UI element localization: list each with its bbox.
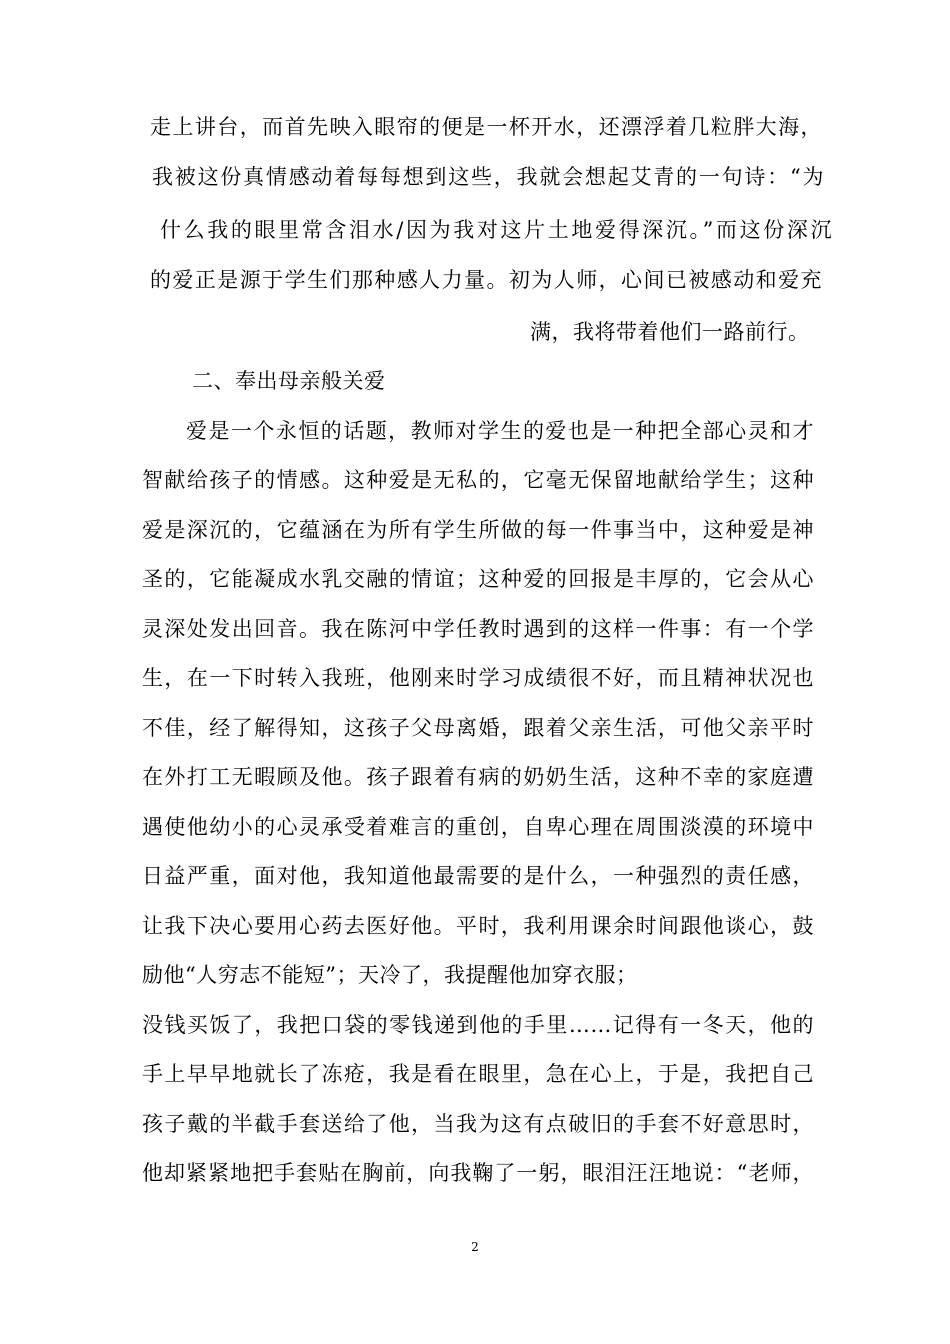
text-line: 手上早早地就长了冻疮，我是看在眼里，急在心上，于是，我把自己 [142, 1062, 814, 1086]
text-line: 遇使他幼小的心灵承受着难言的重创，自卑心理在周围淡漠的环境中 [142, 815, 814, 839]
text-line: 爱是深沉的，它蕴涵在为所有学生所做的每一件事当中，这种爱是神 [142, 518, 814, 542]
text-line: 不佳，经了解得知，这孩子父母离婚，跟着父亲生活，可他父亲平时 [142, 716, 814, 740]
page-number: 2 [471, 1240, 479, 1254]
text-line: 什么我的眼里常含泪水/因为我对这片土地爱得深沉。”而这份深沉 [160, 218, 832, 242]
text-line: 孩子戴的半截手套送给了他，当我为这有点破旧的手套不好意思时， [142, 1112, 814, 1136]
text-line: 走上讲台，而首先映入眼帘的便是一杯开水，还漂浮着几粒胖大海， [150, 115, 822, 139]
text-line: 智献给孩子的情感。这种爱是无私的，它毫无保留地献给学生；这种 [142, 468, 814, 492]
text-line: 灵深处发出回音。我在陈河中学任教时遇到的这样一件事：有一个学 [142, 617, 814, 641]
text-line: 没钱买饭了，我把口袋的零钱递到他的手里……记得有一冬天，他的 [142, 1013, 814, 1037]
text-line: 日益严重，面对他，我知道他最需要的是什么，一种强烈的责任感， [142, 864, 814, 888]
text-line: 在外打工无暇顾及他。孩子跟着有病的奶奶生活，这种不幸的家庭遭 [142, 765, 814, 789]
text-line: 他却紧紧地把手套贴在胸前，向我鞠了一躬，眼泪汪汪地说：“老师， [142, 1161, 814, 1185]
text-line: 励他“人穷志不能短”；天冷了，我提醒他加穿衣服； [142, 963, 638, 987]
text-line: 生，在一下时转入我班，他刚来时学习成绩很不好，而且精神状况也 [142, 666, 814, 690]
paragraph-first-line: 爱是一个永恒的话题，教师对学生的爱也是一种把全部心灵和才 [186, 419, 814, 443]
text-line: 满，我将带着他们一路前行。 [530, 320, 810, 344]
text-line: 我被这份真情感动着每每想到这些，我就会想起艾青的一句诗：“为 [152, 165, 824, 189]
text-line: 圣的，它能凝成水乳交融的情谊；这种爱的回报是丰厚的，它会从心 [142, 567, 814, 591]
section-heading: 二、奉出母亲般关爱 [192, 369, 386, 393]
text-line: 让我下决心要用心药去医好他。平时，我利用课余时间跟他谈心，鼓 [142, 914, 814, 938]
text-line: 的爱正是源于学生们那种感人力量。初为人师，心间已被感动和爱充 [150, 268, 822, 292]
